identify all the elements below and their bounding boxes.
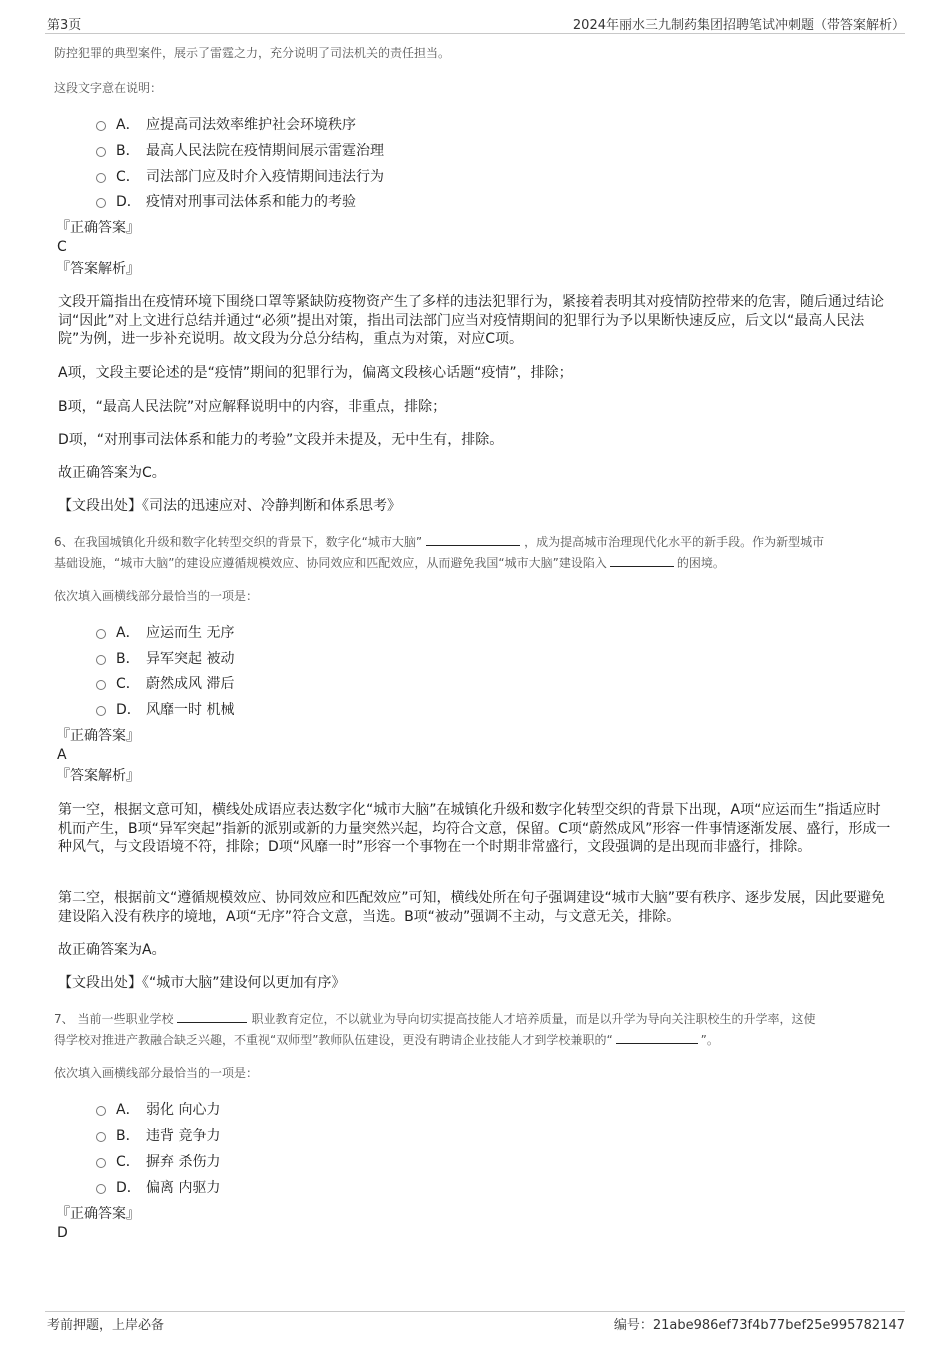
- radio-icon[interactable]: [96, 147, 106, 157]
- q6-stem-line-2: 基础设施，“城市大脑”的建设应遵循规模效应、协同效应和匹配效应，从而避免我国“城市大脑”建设陷入 的困境。: [54, 556, 725, 570]
- q7-option-d[interactable]: D． 偏离 内驱力: [96, 1177, 220, 1197]
- q6-stem-line-1: 6、在我国城镇化升级和数字化转型交织的背景下，数字化“城市大脑” ，成为提高城市治理现代化水平的新手段。作为新型城市: [54, 535, 825, 549]
- footer-slogan: 考前押题，上岸必备: [47, 1318, 165, 1333]
- q6-analysis-paragraph-2: 第二空，根据前文“遵循规模效应、协同效应和匹配效应”可知，横线处所在句子强调建设“城市大脑”要有秩序、逐步发展，因此要避免建设陷入没有秩序的境地，A项“无序”符合文意，当选。B项“被动”强调不主动，与文意无关，排除。: [58, 890, 886, 925]
- radio-icon[interactable]: [96, 121, 106, 131]
- q7-blank-1[interactable]: [177, 1010, 247, 1023]
- q6-answer: A: [57, 747, 67, 763]
- radio-icon[interactable]: [96, 655, 106, 665]
- footer-serial: 编号：21abe986ef73f4b77bef25e995782147: [613, 1318, 905, 1333]
- q5-option-b[interactable]: B． 最高人民法院在疫情期间展示雷霆治理: [96, 140, 384, 160]
- radio-icon[interactable]: [96, 1184, 106, 1194]
- document-title: 2024年丽水三九制药集团招聘笔试冲刺题（带答案解析）: [572, 18, 905, 33]
- page-number: 第3页: [47, 18, 82, 33]
- q5-analysis-paragraph-4: D项，“对刑事司法体系和能力的考验”文段并未提及，无中生有，排除。: [58, 432, 504, 448]
- radio-icon[interactable]: [96, 629, 106, 639]
- q5-analysis-paragraph-3: B项，“最高人民法院”对应解释说明中的内容，非重点，排除；: [58, 399, 447, 415]
- q7-option-a[interactable]: A． 弱化 向心力: [96, 1099, 220, 1119]
- q6-blank-2[interactable]: [610, 554, 674, 567]
- q6-source: 【文段出处】《“城市大脑”建设何以更加有序》: [58, 975, 346, 991]
- q7-blank-2[interactable]: [616, 1031, 698, 1044]
- radio-icon[interactable]: [96, 706, 106, 716]
- q5-analysis-paragraph-2: A项，文段主要论述的是“疫情”期间的犯罪行为，偏离文段核心话题“疫情”，排除；: [58, 365, 573, 381]
- q5-option-a[interactable]: A． 应提高司法效率维护社会环境秩序: [96, 114, 356, 134]
- q6-option-d[interactable]: D． 风靡一时 机械: [96, 699, 234, 719]
- q6-analysis-paragraph-3: 故正确答案为A。: [58, 942, 166, 958]
- q6-blank-1[interactable]: [426, 533, 520, 546]
- header-divider: [45, 33, 905, 34]
- q5-source: 【文段出处】《司法的迅速应对、冷静判断和体系思考》: [58, 498, 401, 514]
- radio-icon[interactable]: [96, 198, 106, 208]
- q6-prompt: 依次填入画横线部分最恰当的一项是：: [54, 589, 259, 603]
- q7-stem-line-1: 7、 当前一些职业学校 职业教育定位，不以就业为导向切实提高技能人才培养质量，而是以升学为导向关注职校生的升学率，这使: [54, 1012, 816, 1026]
- radio-icon[interactable]: [96, 1158, 106, 1168]
- q6-analysis-paragraph-1: 第一空，根据文意可知，横线处成语应表达数字化“城市大脑”在城镇化升级和数字化转型交织的背景下出现，A项“应运而生”指适应时机而产生，B项“异军突起”指新的派别或新的力量突然兴起，均符合文意，保留。C项“蔚然成风”形容一件事情逐渐发展、盛行，形成一种风气，与文段语境不符，排除；D项“风靡一时”形容一个事物在一个时期非常盛行，文段强调的是出现而非盛行，排除。: [58, 802, 891, 855]
- q7-option-c[interactable]: C． 摒弃 杀伤力: [96, 1151, 220, 1171]
- radio-icon[interactable]: [96, 173, 106, 183]
- q7-prompt: 依次填入画横线部分最恰当的一项是：: [54, 1066, 259, 1080]
- q6-analysis-label: 『答案解析』: [56, 768, 140, 784]
- q5-prompt: 这段文字意在说明：: [54, 81, 163, 95]
- q5-stem-tail: 防控犯罪的典型案件，展示了雷霆之力，充分说明了司法机关的责任担当。: [54, 46, 451, 60]
- q6-answer-label: 『正确答案』: [56, 728, 140, 744]
- q5-analysis-paragraph-5: 故正确答案为C。: [58, 465, 166, 481]
- radio-icon[interactable]: [96, 1132, 106, 1142]
- q7-answer: D: [57, 1225, 68, 1241]
- q7-option-b[interactable]: B． 违背 竞争力: [96, 1125, 220, 1145]
- q5-answer: C: [57, 239, 67, 255]
- q5-analysis-label: 『答案解析』: [56, 261, 140, 277]
- radio-icon[interactable]: [96, 680, 106, 690]
- q5-answer-label: 『正确答案』: [56, 220, 140, 236]
- footer-divider: [45, 1311, 905, 1312]
- radio-icon[interactable]: [96, 1106, 106, 1116]
- q6-option-a[interactable]: A． 应运而生 无序: [96, 622, 234, 642]
- q5-analysis-paragraph-1: 文段开篇指出在疫情环境下围绕口罩等紧缺防疫物资产生了多样的违法犯罪行为，紧接着表明其对疫情防控带来的危害，随后通过结论词“因此”对上文进行总结并通过“必须”提出对策，指出司法部门应当对疫情期间的犯罪行为予以果断快速反应，后文以“最高人民法院”为例，进一步补充说明。故文段为分总分结构，重点为对策，对应C项。: [58, 294, 884, 347]
- q7-stem-line-2: 得学校对推进产教融合缺乏兴趣，不重视“双师型”教师队伍建设，更没有聘请企业技能人才到学校兼职的“ ”。: [54, 1033, 719, 1047]
- q5-option-d[interactable]: D． 疫情对刑事司法体系和能力的考验: [96, 191, 356, 211]
- q6-option-c[interactable]: C． 蔚然成风 滞后: [96, 673, 234, 693]
- q6-option-b[interactable]: B． 异军突起 被动: [96, 648, 234, 668]
- q7-answer-label: 『正确答案』: [56, 1206, 140, 1222]
- q5-option-c[interactable]: C． 司法部门应及时介入疫情期间违法行为: [96, 166, 384, 186]
